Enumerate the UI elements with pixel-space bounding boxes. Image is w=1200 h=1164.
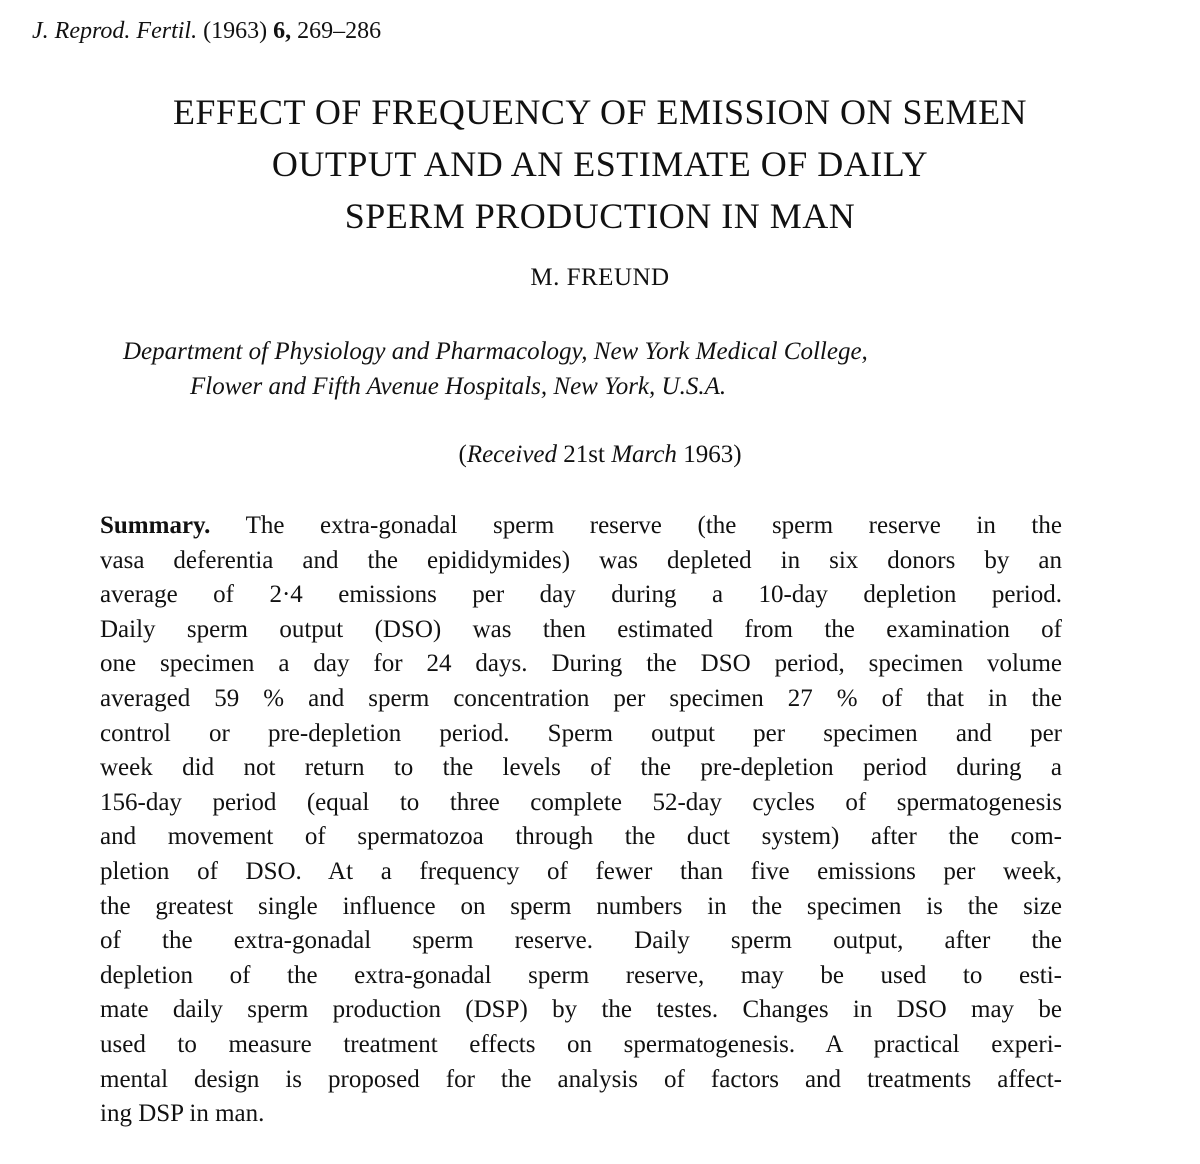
summary-line: week did not return to the levels of the pre-depletion period during a — [100, 754, 1062, 782]
received-year: 1963) — [683, 441, 742, 468]
author-affiliation — [0, 334, 1200, 404]
affiliation-line: Flower and Fifth Avenue Hospitals, New York, U.S.A. — [190, 373, 727, 400]
received-open-paren: ( — [458, 441, 467, 468]
summary-line: mate daily sperm production (DSP) by the testes. Changes in DSO may be — [100, 996, 1062, 1024]
paper-title — [20, 86, 1180, 242]
summary-line: 156-day period (equal to three complete 52-day cycles of spermatogenesis — [100, 788, 1062, 816]
summary-line: the greatest single influence on sperm numbers in the specimen is the size — [100, 892, 1062, 920]
author-name: M. FREUND — [530, 264, 670, 291]
summary-line — [100, 509, 1062, 544]
journal-citation — [32, 14, 381, 48]
received-label: Received — [466, 441, 558, 468]
summary-line: vasa deferentia and the epididymides) was depleted in six donors by an — [100, 546, 1062, 574]
title-line: SPERM PRODUCTION IN MAN — [344, 196, 856, 236]
summary-line: ing DSP in man. — [100, 1100, 265, 1128]
received-day: 21st — [563, 441, 605, 468]
summary-line: of the extra-gonadal sperm reserve. Daily sperm output, after the — [100, 927, 1062, 955]
page-range: 269–286 — [297, 18, 382, 44]
summary-line: control or pre-depletion period. Sperm output per specimen and per — [100, 719, 1062, 747]
summary-line: used to measure treatment effects on spermatogenesis. A practical experi- — [100, 1030, 1062, 1058]
summary-line: and movement of spermatozoa through the duct system) after the com- — [100, 823, 1062, 851]
affiliation-line: Department of Physiology and Pharmacology, New York Medical College, — [123, 338, 868, 365]
received-date — [0, 437, 1200, 473]
journal-name: J. Reprod. Fertil. — [32, 18, 198, 44]
summary-abstract — [100, 509, 1062, 1132]
received-month: March — [611, 441, 677, 468]
title-line: EFFECT OF FREQUENCY OF EMISSION ON SEMEN — [172, 92, 1028, 132]
summary-line: Daily sperm output (DSO) was then estimated from the examination of — [100, 615, 1062, 643]
summary-line: one specimen a day for 24 days. During the DSO period, specimen volume — [100, 650, 1062, 678]
summary-line: depletion of the extra-gonadal sperm reserve, may be used to esti- — [100, 961, 1062, 989]
summary-line: pletion of DSO. At a frequency of fewer than five emissions per week, — [100, 857, 1062, 885]
publication-year: (1963) — [203, 18, 268, 44]
summary-line: averaged 59 % and sperm concentration per specimen 27 % of that in the — [100, 684, 1062, 712]
summary-line: mental design is proposed for the analysis of factors and treatments affect- — [100, 1065, 1062, 1093]
volume-number: 6, — [273, 18, 292, 44]
summary-line: average of 2·4 emissions per day during a 10-day depletion period. — [100, 581, 1062, 609]
title-line: OUTPUT AND AN ESTIMATE OF DAILY — [271, 144, 929, 184]
summary-line-text: The extra-gonadal sperm reserve (the sperm reserve in the — [245, 512, 1062, 539]
summary-heading: Summary. — [100, 512, 211, 539]
